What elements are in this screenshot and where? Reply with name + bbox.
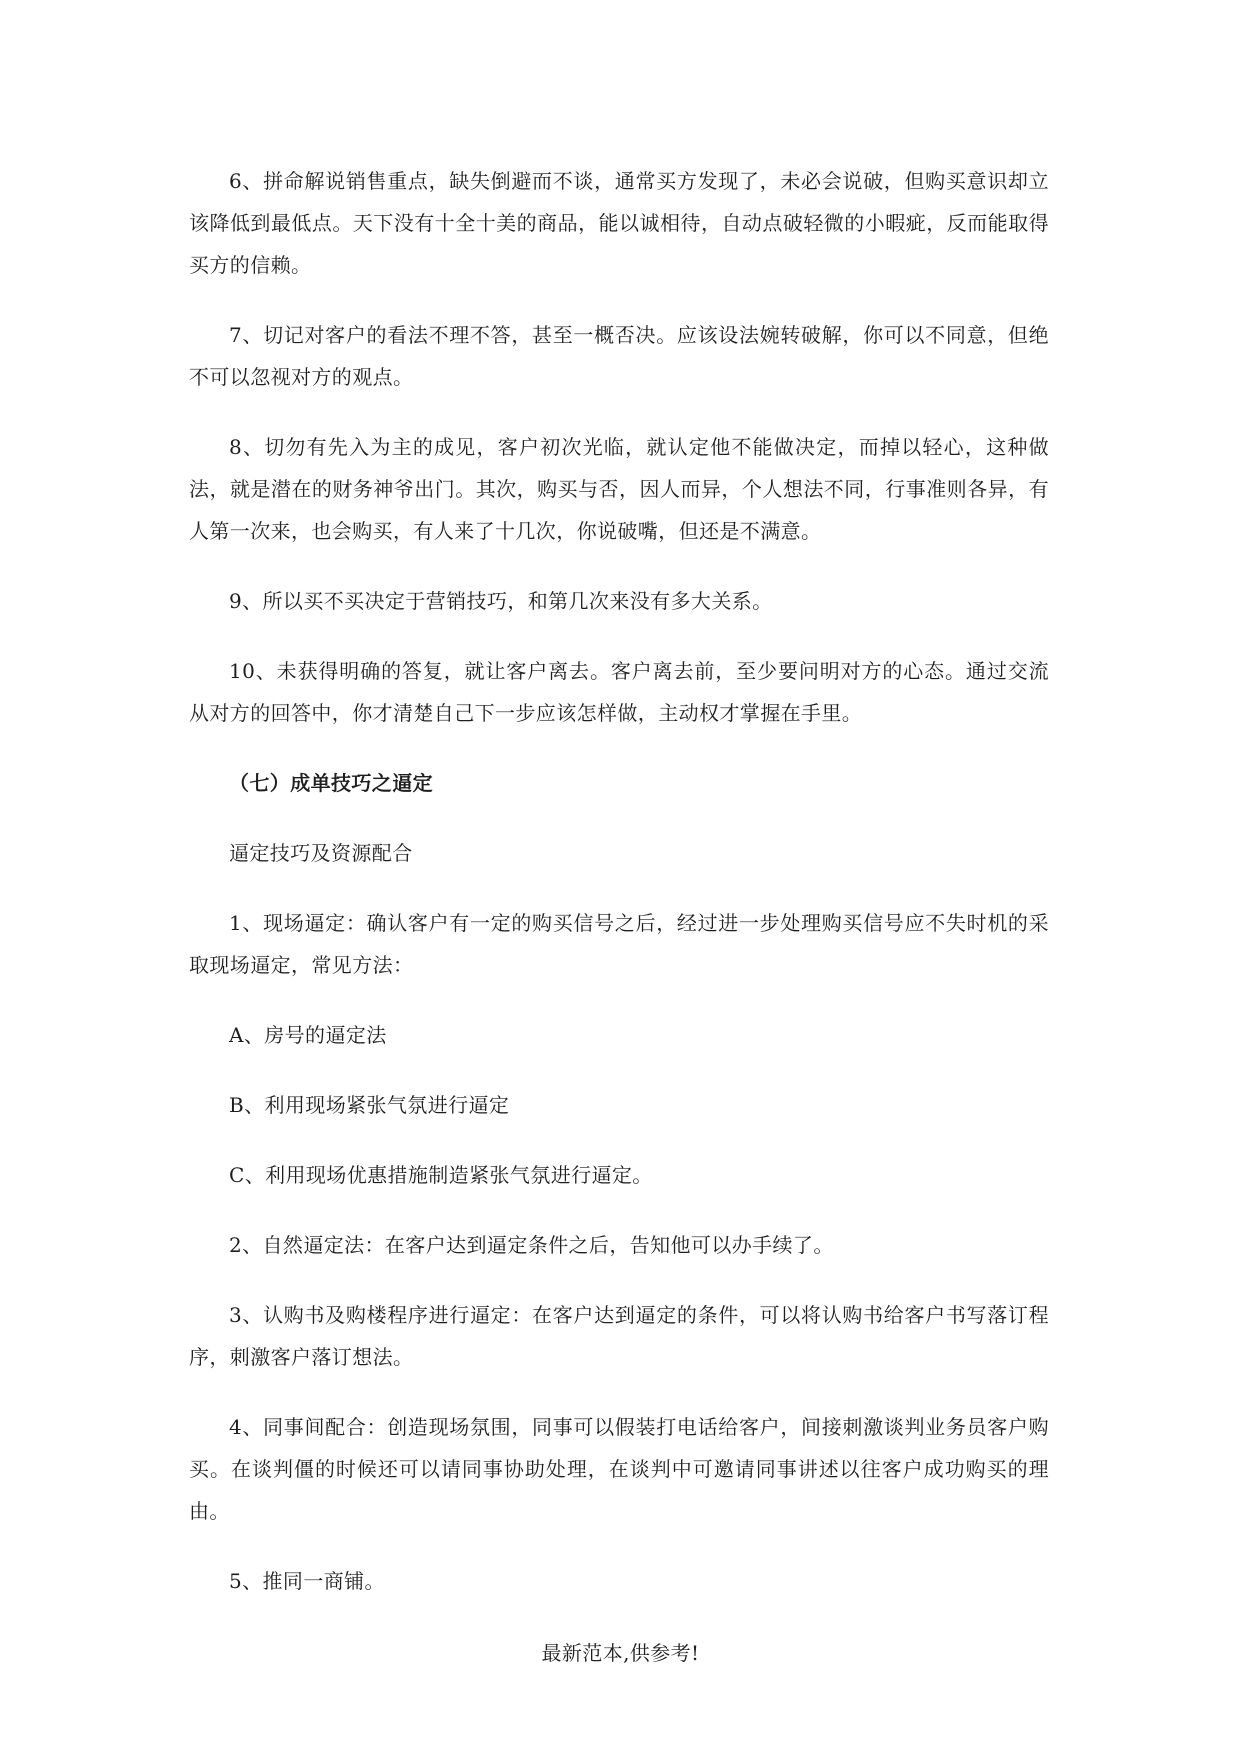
method-item-3: 3、认购书及购楼程序进行逼定：在客户达到逼定的条件，可以将认购书给客户书写落订程序，刺激客户落订想法。 (189, 1303, 1049, 1369)
page-footer: 最新范本,供参考! (541, 1641, 700, 1665)
section-subheading: 逼定技巧及资源配合 (229, 841, 413, 865)
method-subitem-a: A、房号的逼定法 (229, 1023, 387, 1047)
paragraph-item-10: 10、未获得明确的答复，就让客户离去。客户离去前，至少要问明对方的心态。通过交流从对方的回答中，你才清楚自己下一步应该怎样做，主动权才掌握在手里。 (189, 659, 1049, 725)
document-body (189, 160, 1049, 1630)
paragraph-item-8: 8、切勿有先入为主的成见，客户初次光临，就认定他不能做决定，而掉以轻心，这种做法，就是潜在的财务神爷出门。其次，购买与否，因人而异，个人想法不同，行事准则各异，有人第一次来，也会购买，有人来了十几次，你说破嘴，但还是不满意。 (189, 435, 1049, 543)
method-subitem-c: C、利用现场优惠措施制造紧张气氛进行逼定。 (229, 1163, 653, 1187)
method-item-4: 4、同事间配合：创造现场氛围，同事可以假装打电话给客户，间接刺激谈判业务员客户购买。在谈判僵的时候还可以请同事协助处理，在谈判中可邀请同事讲述以往客户成功购买的理由。 (189, 1415, 1049, 1523)
paragraph-item-7: 7、切记对客户的看法不理不答，甚至一概否决。应该设法婉转破解，你可以不同意，但绝不可以忽视对方的观点。 (189, 323, 1049, 389)
method-item-1: 1、现场逼定：确认客户有一定的购买信号之后，经过进一步处理购买信号应不失时机的采取现场逼定，常见方法： (189, 911, 1049, 977)
section-heading: （七）成单技巧之逼定 (229, 771, 433, 795)
paragraph-item-9: 9、所以买不买决定于营销技巧，和第几次来没有多大关系。 (229, 589, 773, 613)
paragraph-item-6: 6、拼命解说销售重点，缺失倒避而不谈，通常买方发现了，未必会说破，但购买意识却立该降低到最低点。天下没有十全十美的商品，能以诚相待，自动点破轻微的小暇疵，反而能取得买方的信赖。 (189, 169, 1049, 277)
method-item-2: 2、自然逼定法：在客户达到逼定条件之后，告知他可以办手续了。 (229, 1233, 834, 1257)
method-item-5: 5、推同一商铺。 (229, 1569, 385, 1593)
method-subitem-b: B、利用现场紧张气氛进行逼定 (229, 1093, 510, 1117)
